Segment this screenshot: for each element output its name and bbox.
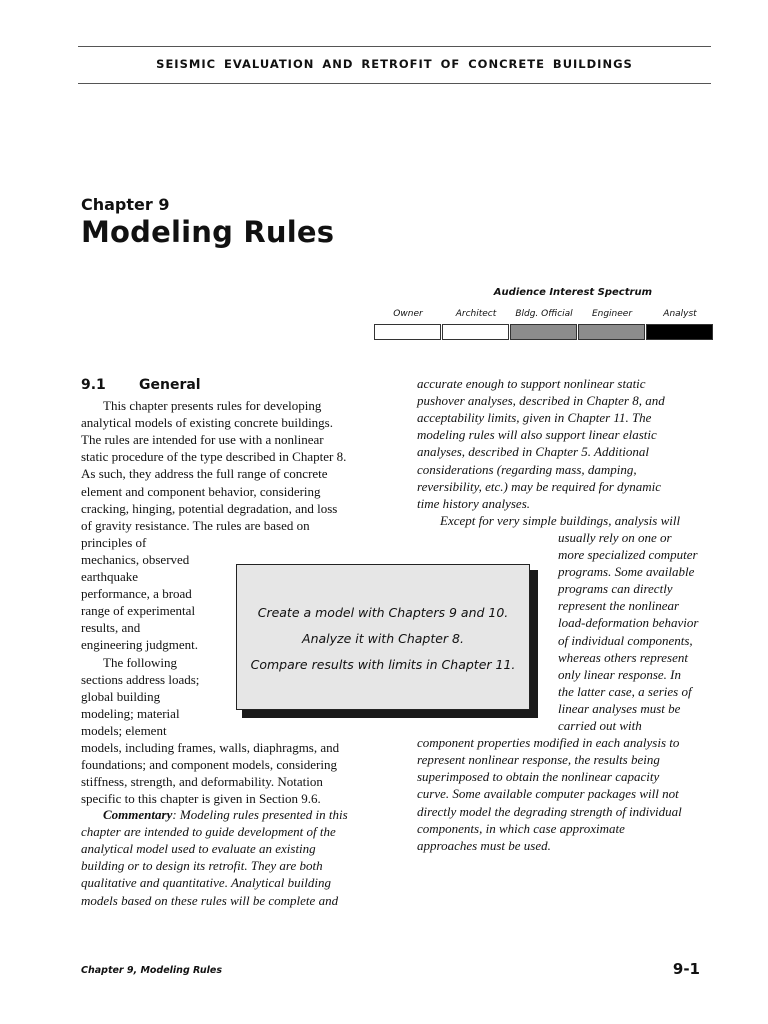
commentary-text-line: analytical model used to evaluate an existing (81, 841, 316, 857)
right-text-line: programs. Some available (558, 564, 695, 580)
chapter-title: Modeling Rules (81, 215, 335, 249)
callout-line-1: Create a model with Chapters 9 and 10. (257, 605, 509, 620)
spectrum-cell-architect (442, 324, 509, 340)
commentary-label: Commentary (103, 807, 173, 822)
spectrum-cell-engineer (578, 324, 645, 340)
left-text-line: The following (103, 654, 178, 670)
callout-line-2: Analyze it with Chapter 8. (302, 631, 464, 646)
section-heading (81, 377, 201, 393)
right-text-line: Except for very simple buildings, analysis will (440, 512, 681, 528)
left-text-line: specific to this chapter is given in Section 9.6. (81, 791, 321, 807)
left-text-line: cracking, hinging, potential degradation, and loss (81, 500, 338, 516)
right-text-line: pushover analyses, described in Chapter 8, and (417, 393, 665, 409)
left-text-line: models, including frames, walls, diaphragms, and (81, 740, 340, 755)
right-text-line: superimposed to obtain the nonlinear capacity (417, 769, 660, 785)
callout-box (236, 564, 530, 710)
section-title: General (139, 377, 201, 393)
right-text-line: usually rely on one or (558, 529, 672, 545)
header-rule-top (78, 46, 711, 47)
right-text-line: load-deformation behavior (558, 615, 699, 631)
right-text-line: components, in which case approximate (417, 820, 625, 836)
left-text-line: performance, a broad (81, 586, 192, 602)
left-text-line: of gravity resistance. The rules are based on (81, 517, 310, 533)
left-text-line: global building (81, 688, 161, 704)
commentary-text: : Modeling rules presented in this (172, 807, 348, 822)
right-text-line: approaches must be used. (417, 837, 551, 853)
left-text-line: element and component behavior, considering (81, 483, 321, 499)
callout-line-3: Compare results with limits in Chapter 11. (250, 657, 516, 672)
commentary-text-line: building or to design its retrofit. They are both (81, 858, 323, 874)
page-number: 9-1 (672, 960, 700, 978)
left-text-line: The rules are intended for use with a nonlinear (81, 432, 324, 448)
right-text-line: accurate enough to support nonlinear static (417, 376, 646, 391)
right-text-line: directly model the degrading strength of individual (417, 803, 682, 819)
right-text-line: the latter case, a series of (558, 683, 692, 699)
commentary-text-line: qualitative and quantitative. Analytical building (81, 875, 331, 891)
spectrum-cell-owner (374, 324, 441, 340)
right-text-line: time history analyses. (417, 495, 531, 511)
spectrum-label-engineer: Engineer (591, 309, 633, 319)
right-text-line: only linear response. In (558, 666, 681, 682)
right-text-line: reversibility, etc.) may be required for dynamic (417, 478, 662, 494)
footer-chapter-title: Chapter 9, Modeling Rules (81, 965, 222, 976)
left-text-line: static procedure of the type described in Chapter 8. (81, 449, 347, 465)
left-text-line: range of experimental (81, 603, 196, 619)
left-text-line: As such, they address the full range of concrete (81, 466, 328, 482)
right-text-line: represent the nonlinear (558, 598, 680, 614)
left-text-line: foundations; and component models, considering (81, 757, 337, 773)
left-text-line: earthquake (81, 569, 139, 584)
right-text-line: of individual components, (558, 632, 693, 648)
spectrum-cell-analyst (646, 324, 713, 340)
commentary-text-line: chapter are intended to guide development of the (81, 824, 336, 840)
left-text-line: sections address loads; (81, 671, 200, 687)
right-text-line: analyses, described in Chapter 5. Additional (417, 444, 649, 460)
audience-spectrum-title: Audience Interest Spectrum (493, 287, 652, 298)
right-text-line: considerations (regarding mass, damping, (417, 461, 637, 477)
right-text-line: component properties modified in each analysis to (417, 735, 680, 751)
right-text-line: carried out with (558, 718, 642, 733)
commentary-text-line: models based on these rules will be complete and (81, 892, 339, 908)
chapter-number: Chapter 9 (81, 195, 170, 214)
right-text-line: modeling rules will also support linear elastic (417, 427, 657, 443)
spectrum-label-architect: Architect (455, 309, 497, 319)
right-text-line: programs can directly (558, 581, 673, 597)
left-text-line: results, and (81, 620, 141, 636)
right-text-line: linear analyses must be (558, 700, 681, 716)
left-text-line: principles of (81, 534, 147, 550)
left-text-line: engineering judgment. (81, 637, 198, 653)
commentary-line (103, 806, 348, 823)
spectrum-label-analyst: Analyst (663, 309, 697, 319)
left-text-line: stiffness, strength, and deformability. Notation (81, 774, 323, 790)
left-text-line: models; element (81, 722, 167, 738)
left-text-line: analytical models of existing concrete buildings. (81, 415, 333, 431)
right-text-line: more specialized computer (558, 547, 698, 562)
right-text-line: acceptability limits, given in Chapter 11. The (417, 410, 652, 426)
left-text-line: modeling; material (81, 705, 180, 721)
spectrum-label-owner: Owner (393, 309, 423, 319)
right-text-line: curve. Some available computer packages will not (417, 786, 679, 802)
spectrum-cell-bldg-official (510, 324, 577, 340)
left-text-line: This chapter presents rules for developing (103, 398, 322, 413)
header-rule-bottom (78, 83, 711, 84)
right-text-line: whereas others represent (558, 649, 688, 665)
spectrum-label-bldg-official: Bldg. Official (515, 309, 573, 319)
right-text-line: represent nonlinear response, the results being (417, 752, 660, 768)
left-text-line: mechanics, observed (81, 551, 190, 567)
running-header: SEISMIC EVALUATION AND RETROFIT OF CONCRETE BUILDINGS (156, 57, 633, 71)
section-number: 9.1 (81, 377, 106, 393)
